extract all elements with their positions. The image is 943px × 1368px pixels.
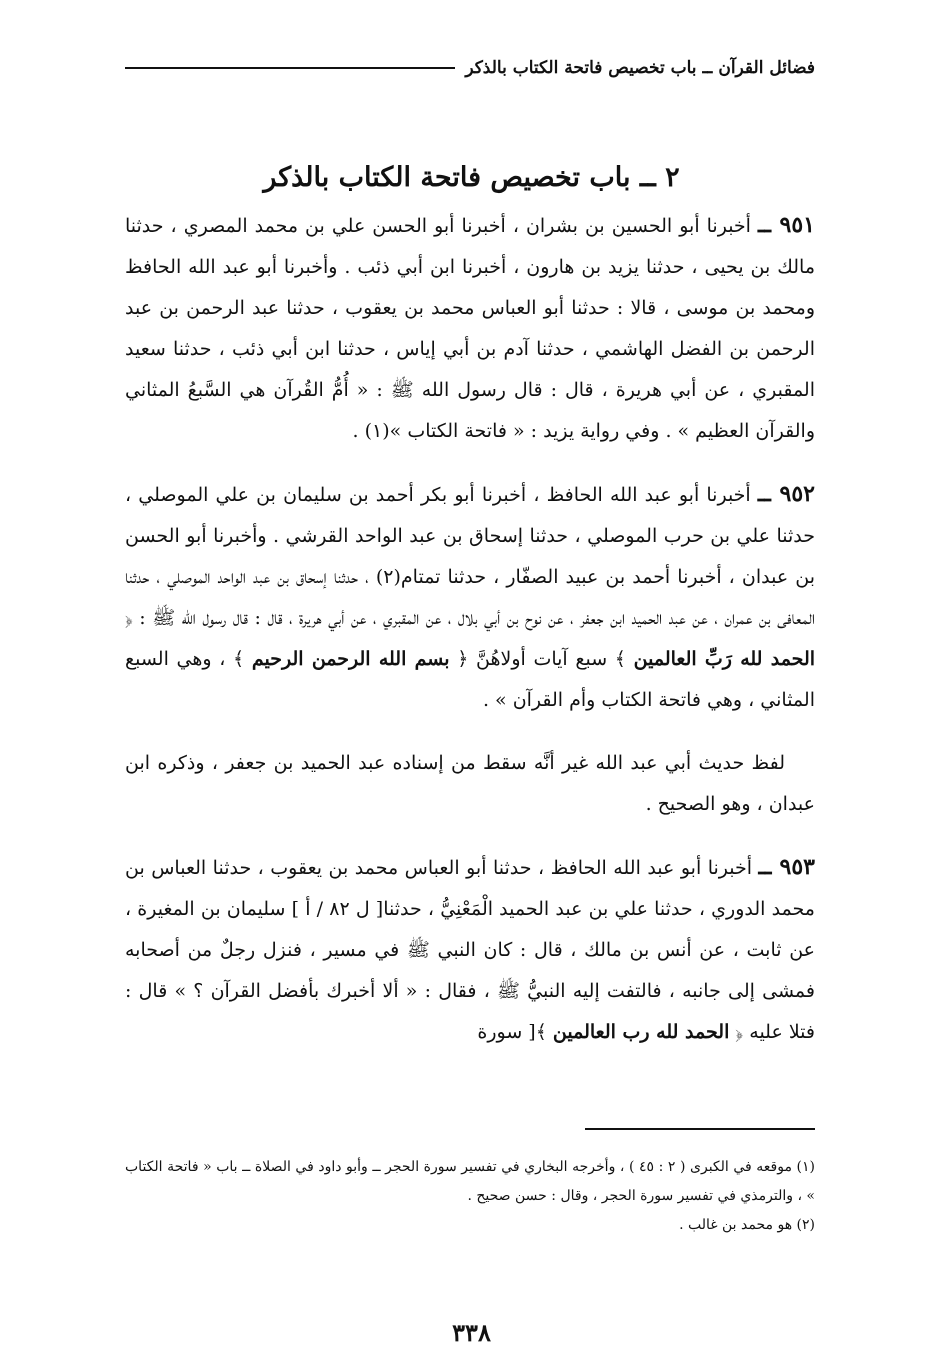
page-number: ٣٣٨: [452, 1318, 491, 1347]
paragraph-gap: [125, 452, 815, 474]
running-head-title: فضائل القرآن ــ باب تخصيص فاتحة الكتاب بالذكر: [465, 58, 815, 78]
hadith-952-note: لفظ حديث أبي عبد الله غير أنَّه سقط من إسناده عبد الحميد بن جعفر ، وذكره ابن عبدان ، وهو الصحيح .: [125, 752, 815, 815]
hadith-text: أخبرنا أبو الحسين بن بشران ، أخبرنا أبو الحسن علي بن محمد المصري ، حدثنا مالك بن يحيى ، حدثنا يزيد بن هارون ، أخبرنا ابن أبي ذئب . وأخبرنا أبو عبد الله الحافظ ومحمد بن موسى ، قالا : حدثنا أبو العباس محمد بن يعقوب ، حدثنا عبد الرحمن بن عبد الرحمن بن الفضل الهاشمي ، حدثنا آدم بن أبي إياس ، حدثنا ابن أبي ذئب ، حدثنا سعيد المقبري ، عن أبي هريرة ، قال : قال رسول الله ﷺ : « أُمُّ القُرآن هي السَّبعُ المثاني والقرآن العظيم » . وفي رواية يزيد : « فاتحة الكتاب »(١) .: [125, 215, 815, 442]
paragraph-gap: [125, 825, 815, 847]
quran-verse: الحمد لله رَبِّ العالمين: [633, 648, 816, 670]
hadith-number: ٩٥١ ــ: [758, 212, 815, 238]
header-rule: [125, 67, 455, 69]
footnote-rule: [585, 1128, 815, 1130]
footnote-1: (١) موقعه في الكبرى ( ٢ : ٤٥ ) ، وأخرجه البخاري في تفسير سورة الحجر ــ وأبو داود في الصلاة ــ باب « فاتحة الكتاب » ، والترمذي في تفسير سورة الحجر ، وقال : حسن صحيح .: [125, 1159, 815, 1204]
hadith-text: ﴾[ سورة: [477, 1021, 547, 1043]
hadith-951: [125, 205, 815, 452]
hadith-953: [125, 847, 815, 1053]
hadith-text: أخبرنا أبو عبد الله الحافظ ، حدثنا أبو العباس محمد بن يعقوب ، حدثنا العباس بن محمد الدوري ، حدثنا علي بن عبد الحميد الْمَعْنِيُّ ، حدثنا[ ل ٨٢ / أ ] سليمان بن المغيرة ، عن ثابت ، عن أنس بن مالك ، قال : كان النبي ﷺ في مسير ، فنزل رجلٌ من أصحابه فمشى إلى جانبه ، فالتفت إليه النبيُّ ﷺ ، فقال : « ألا أخبرك بأفضل القرآن ؟ » قال : فتلا عليه ﴿: [125, 857, 815, 1043]
quran-verse: الحمد لله رب العالمين: [552, 1021, 730, 1043]
footnote-2: (٢) هو محمد بن غالب .: [679, 1217, 815, 1233]
running-head: [125, 58, 815, 78]
hadith-text: ﴾ سبع آيات أولاهُنَّ ﴿: [457, 648, 626, 670]
hadith-952: [125, 474, 815, 721]
body-text: [125, 205, 815, 1053]
quran-verse: بسم الله الرحمن الرحيم: [251, 648, 450, 670]
paragraph-gap: [125, 721, 815, 743]
hadith-number: ٩٥٢ ــ: [757, 481, 815, 507]
hadith-number: ٩٥٣ ــ: [758, 854, 815, 880]
hadith-text: ﴾ ، وهي السبع المثاني ، وهي فاتحة الكتاب وأم القرآن » .: [125, 648, 815, 711]
hadith-text: أخبرنا أبو عبد الله الحافظ ، أخبرنا أبو بكر أحمد بن سليمان بن علي الموصلي ، حدثنا علي بن حرب الموصلي ، حدثنا إسحاق بن عبد الواحد القرشي . وأخبرنا أبو الحسن بن عبدان ، أخبرنا أحمد بن عبيد الصفّار ، حدثنا تمتام(٢) ، حدثنا إسحاق بن عبد الواحد الموصلي ، حدثنا المعافى بن عمران ، عن عبد الحميد ابن جعفر ، عن نوح بن أبي بلال ، عن المقبري ، عن أبي هريرة ، قال : قال رسول الله ﷺ : ﴿: [125, 484, 815, 629]
footnotes: [125, 1153, 815, 1240]
chapter-title: ٢ ــ باب تخصيص فاتحة الكتاب بالذكر: [263, 162, 680, 193]
